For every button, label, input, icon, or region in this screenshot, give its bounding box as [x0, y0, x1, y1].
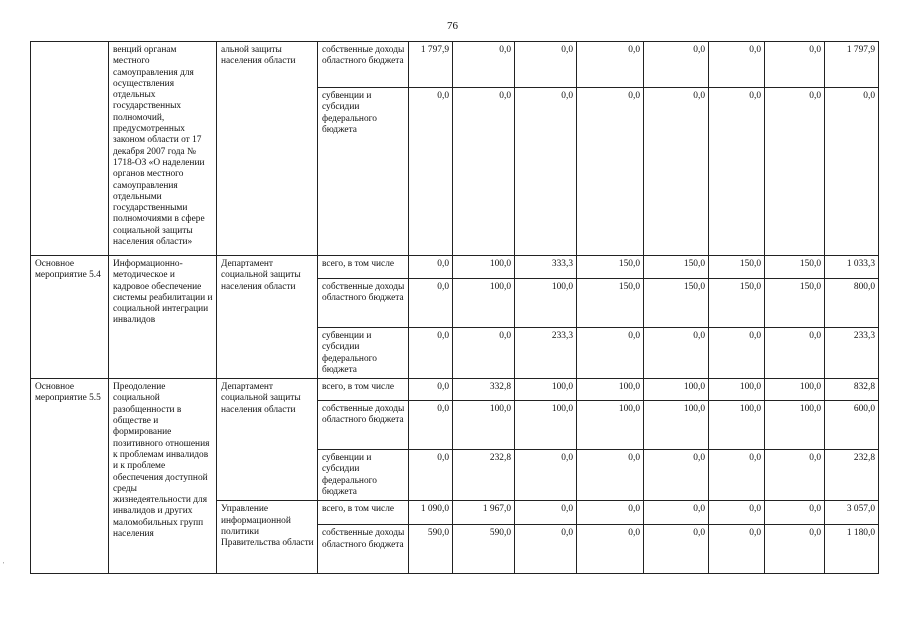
funding-source: собственные доходы областного бюджета: [318, 279, 409, 328]
total-cell: 800,0: [825, 279, 879, 328]
value-cell: 100,0: [709, 379, 765, 401]
value-cell: 0,0: [765, 328, 825, 379]
total-cell: 832,8: [825, 379, 879, 401]
value-cell: 100,0: [577, 401, 644, 450]
value-cell: 232,8: [453, 450, 515, 501]
value-cell: 100,0: [515, 379, 577, 401]
value-cell: 0,0: [515, 88, 577, 256]
executor-cell: альной защиты населения области: [217, 42, 318, 256]
total-cell: 1 180,0: [825, 525, 879, 574]
funding-source: собственные доходы областного бюджета: [318, 401, 409, 450]
activity-code-cell: [31, 42, 109, 256]
value-cell: 150,0: [644, 256, 709, 279]
value-cell: 150,0: [765, 279, 825, 328]
budget-table: [30, 41, 879, 574]
value-cell: 0,0: [644, 501, 709, 525]
value-cell: 0,0: [409, 450, 453, 501]
total-cell: 1 797,9: [825, 42, 879, 88]
value-cell: 0,0: [644, 88, 709, 256]
funding-source: субвенции и субсидии федерального бюджета: [318, 328, 409, 379]
page-number: 76: [447, 20, 458, 32]
total-cell: 233,3: [825, 328, 879, 379]
value-cell: 150,0: [709, 256, 765, 279]
executor-cell: Департамент социальной защиты населения области: [217, 256, 318, 379]
activity-description: венций органам местного самоуправления для осуществления отдельных государственных полномочий, предусмотренных законом области от 17 декабря 2007 года № 1718-ОЗ «О наделении органов местного самоуправления отдельными государственными полномочиями в сфере социальной защиты населения области»: [109, 42, 217, 256]
activity-description: Информационно-методическое и кадровое обеспечение системы реабилитации и социальной интеграции инвалидов: [109, 256, 217, 379]
funding-source: всего, в том числе: [318, 379, 409, 401]
value-cell: 1 967,0: [453, 501, 515, 525]
value-cell: 100,0: [765, 401, 825, 450]
value-cell: 0,0: [453, 42, 515, 88]
value-cell: 100,0: [644, 401, 709, 450]
value-cell: 0,0: [409, 88, 453, 256]
activity-code-cell: Основное мероприятие 5.4: [31, 256, 109, 379]
value-cell: 0,0: [409, 379, 453, 401]
value-cell: 0,0: [453, 328, 515, 379]
value-cell: 333,3: [515, 256, 577, 279]
value-cell: 1 090,0: [409, 501, 453, 525]
activity-code-cell: Основное мероприятие 5.5: [31, 379, 109, 574]
value-cell: 1 797,9: [409, 42, 453, 88]
value-cell: 150,0: [644, 279, 709, 328]
executor-cell: Управление информационной политики Правительства области: [217, 501, 318, 574]
value-cell: 0,0: [765, 450, 825, 501]
total-cell: 1 033,3: [825, 256, 879, 279]
value-cell: 0,0: [577, 525, 644, 574]
executor-cell: Департамент социальной защиты населения области: [217, 379, 318, 501]
value-cell: 590,0: [409, 525, 453, 574]
funding-source: собственные доходы областного бюджета: [318, 525, 409, 574]
value-cell: 0,0: [515, 450, 577, 501]
value-cell: 0,0: [709, 88, 765, 256]
table-row: [31, 42, 879, 88]
value-cell: 0,0: [644, 328, 709, 379]
value-cell: 100,0: [453, 401, 515, 450]
margin-mark: ': [3, 561, 5, 569]
total-cell: 0,0: [825, 88, 879, 256]
value-cell: 0,0: [644, 525, 709, 574]
value-cell: 0,0: [577, 328, 644, 379]
total-cell: 600,0: [825, 401, 879, 450]
value-cell: 150,0: [709, 279, 765, 328]
value-cell: 100,0: [453, 279, 515, 328]
value-cell: 332,8: [453, 379, 515, 401]
value-cell: 0,0: [709, 525, 765, 574]
value-cell: 0,0: [409, 401, 453, 450]
total-cell: 3 057,0: [825, 501, 879, 525]
value-cell: 590,0: [453, 525, 515, 574]
value-cell: 0,0: [765, 42, 825, 88]
total-cell: 232,8: [825, 450, 879, 501]
value-cell: 0,0: [709, 42, 765, 88]
funding-source: всего, в том числе: [318, 256, 409, 279]
value-cell: 100,0: [709, 401, 765, 450]
value-cell: 0,0: [577, 501, 644, 525]
value-cell: 100,0: [577, 379, 644, 401]
value-cell: 0,0: [409, 328, 453, 379]
value-cell: 0,0: [709, 450, 765, 501]
value-cell: 0,0: [765, 88, 825, 256]
value-cell: 150,0: [577, 256, 644, 279]
funding-source: собственные доходы областного бюджета: [318, 42, 409, 88]
value-cell: 100,0: [515, 401, 577, 450]
table-row: [31, 379, 879, 401]
table-row: [31, 256, 879, 279]
value-cell: 0,0: [515, 501, 577, 525]
activity-description: Преодоление социальной разобщенности в обществе и формирование позитивного отношения к проблемам инвалидов и к проблеме обеспечения доступной среды жизнедеятельности для инвалидов и других маломобильных групп населения: [109, 379, 217, 574]
value-cell: 0,0: [577, 42, 644, 88]
value-cell: 0,0: [515, 42, 577, 88]
value-cell: 100,0: [453, 256, 515, 279]
value-cell: 100,0: [765, 379, 825, 401]
funding-source: всего, в том числе: [318, 501, 409, 525]
value-cell: 150,0: [765, 256, 825, 279]
value-cell: 0,0: [409, 279, 453, 328]
value-cell: 0,0: [709, 501, 765, 525]
value-cell: 0,0: [409, 256, 453, 279]
funding-source: субвенции и субсидии федерального бюджета: [318, 88, 409, 256]
value-cell: 100,0: [644, 379, 709, 401]
value-cell: 0,0: [644, 450, 709, 501]
value-cell: 0,0: [577, 88, 644, 256]
value-cell: 100,0: [515, 279, 577, 328]
value-cell: 0,0: [765, 525, 825, 574]
value-cell: 0,0: [765, 501, 825, 525]
value-cell: 0,0: [515, 525, 577, 574]
funding-source: субвенции и субсидии федерального бюджета: [318, 450, 409, 501]
value-cell: 0,0: [577, 450, 644, 501]
value-cell: 0,0: [709, 328, 765, 379]
value-cell: 150,0: [577, 279, 644, 328]
value-cell: 0,0: [644, 42, 709, 88]
value-cell: 0,0: [453, 88, 515, 256]
value-cell: 233,3: [515, 328, 577, 379]
